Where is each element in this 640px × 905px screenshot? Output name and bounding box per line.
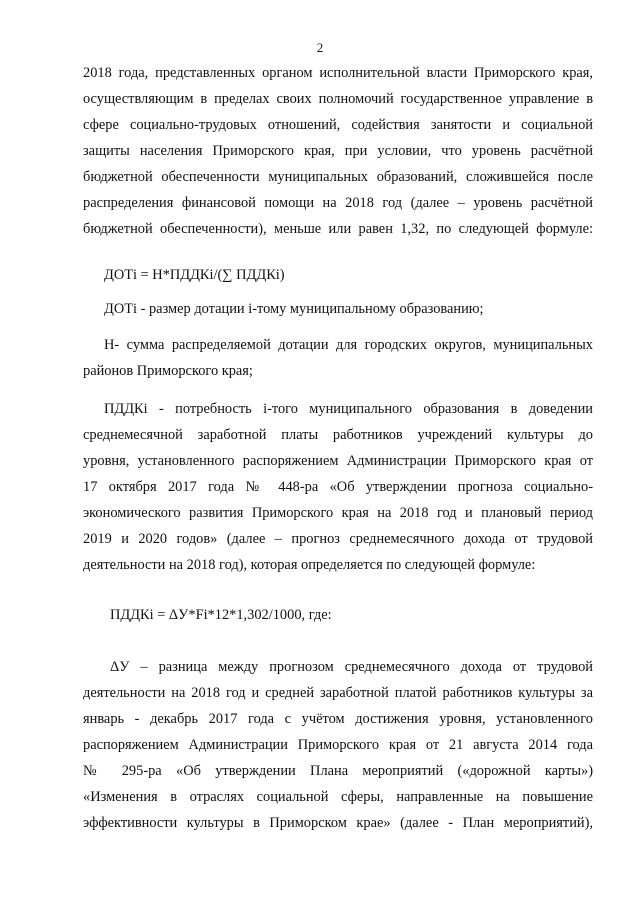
paragraph-line: бюджетной обеспеченности), меньше или равен 1,32, по следующей формуле: bbox=[83, 221, 593, 237]
definition-delta-line: деятельности на 2018 год и средней заработной платой работников культуры за bbox=[83, 685, 593, 701]
definition-delta-line: № 295-ра «Об утверждении Плана мероприятий («дорожной карты») bbox=[83, 763, 593, 779]
paragraph-line: защиты населения Приморского края, при условии, что уровень расчётной bbox=[83, 143, 593, 159]
paragraph-line: бюджетной обеспеченности муниципальных образований, сложившейся после bbox=[83, 169, 593, 185]
paragraph-line: 2018 года, представленных органом исполнительной власти Приморского края, bbox=[83, 65, 593, 81]
definition-pddki-line: 2019 и 2020 годов» (далее – прогноз среднемесячного дохода от трудовой bbox=[83, 531, 593, 547]
formula-pddki: ПДДКi = ΔУ*Fi*12*1,302/1000, где: bbox=[110, 607, 332, 623]
paragraph-line: сфере социально-трудовых отношений, содействия занятости и социальной bbox=[83, 117, 593, 133]
definition-pddki-line: экономического развития Приморского края на 2018 год и плановый период bbox=[83, 505, 593, 521]
definition-pddki-line: уровня, установленного распоряжением Администрации Приморского края от bbox=[83, 453, 593, 469]
page-number: 2 bbox=[316, 40, 324, 55]
definition-doti: ДОТi - размер дотации i-тому муниципальному образованию; bbox=[104, 301, 484, 317]
definition-pddki-line: деятельности на 2018 год), которая определяется по следующей формуле: bbox=[83, 557, 536, 573]
definition-h-line: Н- сумма распределяемой дотации для городских округов, муниципальных bbox=[104, 337, 593, 353]
definition-pddki-line: 17 октября 2017 года № 448-ра «Об утверждении прогноза социально- bbox=[83, 479, 593, 495]
definition-delta-line: эффективности культуры в Приморском крае» (далее - План мероприятий), bbox=[83, 815, 593, 831]
definition-h-line: районов Приморского края; bbox=[83, 363, 253, 379]
definition-delta-line: ΔУ – разница между прогнозом среднемесячного дохода от трудовой bbox=[110, 659, 593, 675]
paragraph-line: осуществляющим в пределах своих полномочий государственное управление в bbox=[83, 91, 593, 107]
formula-doti: ДОТi = Н*ПДДКi/(∑ ПДДКi) bbox=[104, 267, 285, 283]
definition-delta-line: распоряжением Администрации Приморского края от 21 августа 2014 года bbox=[83, 737, 593, 753]
paragraph-line: распределения финансовой помощи на 2018 год (далее – уровень расчётной bbox=[83, 195, 593, 211]
definition-delta-line: «Изменения в отраслях социальной сферы, направленные на повышение bbox=[83, 789, 593, 805]
definition-pddki-line: среднемесячной заработной платы работников учреждений культуры до bbox=[83, 427, 593, 443]
definition-delta-line: январь - декабрь 2017 года с учётом достижения уровня, установленного bbox=[83, 711, 593, 727]
definition-pddki-line: ПДДКi - потребность i-того муниципального образования в доведении bbox=[104, 401, 593, 417]
